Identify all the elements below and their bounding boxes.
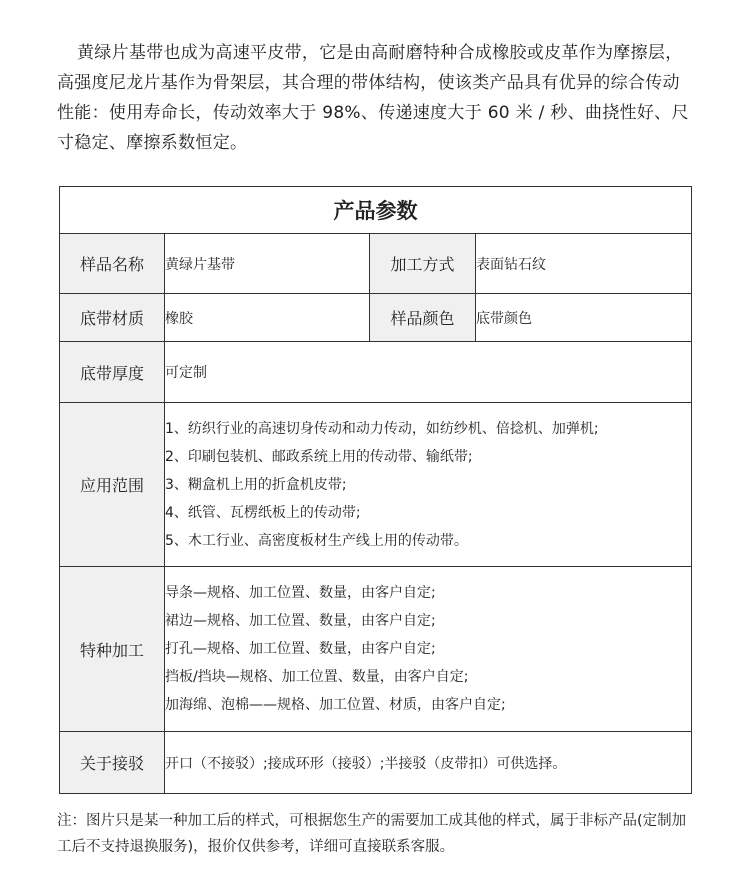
list-item: 3、糊盒机上用的折盒机皮带;: [165, 476, 347, 493]
splicing-label: 关于接驳: [60, 732, 165, 794]
list-item: 裙边—规格、加工位置、数量，由客户自定;: [165, 613, 436, 629]
table-row: [60, 234, 692, 294]
list-item: 4、纸管、瓦楞纸板上的传动带;: [165, 504, 361, 521]
product-parameters-table: [59, 186, 692, 794]
application-list: [165, 403, 692, 567]
application-label: 应用范围: [60, 403, 165, 567]
table-row: [60, 732, 692, 794]
special-processing-list: [165, 567, 692, 732]
processing-method-value: 表面钻石纹: [476, 234, 692, 294]
table-row: [60, 294, 692, 342]
list-item: 挡板/挡块—规格、加工位置、数量，由客户自定;: [165, 669, 469, 685]
thickness-value: 可定制: [165, 342, 692, 403]
table-title-row: [60, 187, 692, 234]
table-row: [60, 567, 692, 732]
footnote: 注：图片只是某一种加工后的样式，可根据您生产的需要加工成其他的样式，属于非标产品(定制加工后不支持退换服务)，报价仅供参考，详细可直接联系客服。: [57, 813, 687, 855]
base-material-label: 底带材质: [60, 294, 165, 342]
intro-paragraph: 黄绿片基带也成为高速平皮带，它是由高耐磨特种合成橡胶或皮革作为摩擦层，高强度尼龙片基作为骨架层，其合理的带体结构，使该类产品具有优异的综合传动性能：使用寿命长，传动效率大于 98%、传递速度大于 60 米 / 秒、曲挠性好、尺寸稳定、摩擦系数恒定。: [57, 43, 689, 153]
list-item: 1、纺织行业的高速切身传动和动力传动，如纺纱机、倍捻机、加弹机;: [165, 420, 599, 437]
table-row: [60, 342, 692, 403]
base-material-value: 橡胶: [165, 294, 370, 342]
splicing-value: 开口（不接驳）;接成环形（接驳）;半接驳（皮带扣）可供选择。: [165, 732, 692, 794]
sample-name-value: 黄绿片基带: [165, 234, 370, 294]
table-row: [60, 403, 692, 567]
list-item: 2、印刷包装机、邮政系统上用的传动带、输纸带;: [165, 448, 473, 465]
list-item: 导条—规格、加工位置、数量，由客户自定;: [165, 585, 436, 601]
table-title: 产品参数: [60, 187, 692, 234]
sample-name-label: 样品名称: [60, 234, 165, 294]
processing-method-label: 加工方式: [370, 234, 476, 294]
special-processing-label: 特种加工: [60, 567, 165, 732]
list-item: 打孔—规格、加工位置、数量，由客户自定;: [165, 641, 436, 657]
thickness-label: 底带厚度: [60, 342, 165, 403]
sample-color-value: 底带颜色: [476, 294, 692, 342]
list-item: 加海绵、泡棉——规格、加工位置、材质，由客户自定;: [165, 697, 506, 713]
list-item: 5、木工行业、高密度板材生产线上用的传动带。: [165, 532, 468, 549]
sample-color-label: 样品颜色: [370, 294, 476, 342]
